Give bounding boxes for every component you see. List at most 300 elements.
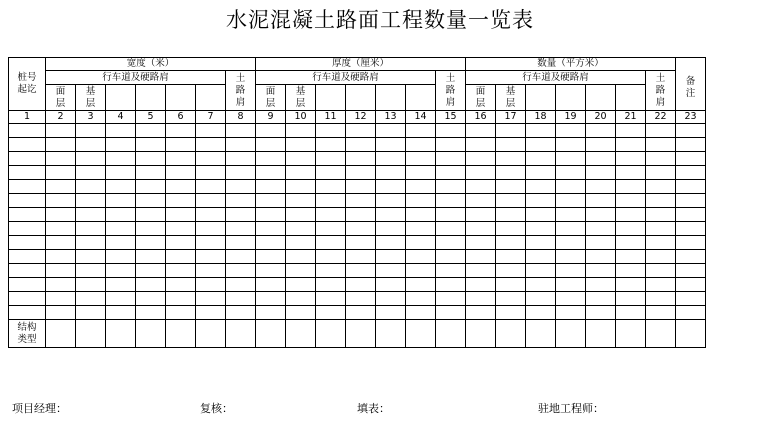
table-cell: [616, 306, 646, 320]
table-cell: [226, 264, 256, 278]
table-cell: [496, 194, 526, 208]
table-cell: [676, 166, 706, 180]
table-cell: [406, 180, 436, 194]
table-cell: [376, 264, 406, 278]
table-cell: [436, 236, 466, 250]
table-row: [9, 306, 706, 320]
table-cell: [166, 222, 196, 236]
table-cell: [406, 124, 436, 138]
table-cell: [406, 264, 436, 278]
table-cell: [106, 250, 136, 264]
table-cell: [316, 208, 346, 222]
table-cell: [406, 236, 436, 250]
blank-header-cell: [196, 85, 226, 111]
table-cell: [256, 124, 286, 138]
table-cell: [196, 166, 226, 180]
base-char1: 基: [85, 85, 96, 97]
table-cell: [586, 124, 616, 138]
structure-type-label: [9, 320, 46, 348]
table-cell: [526, 278, 556, 292]
table-cell: [286, 264, 316, 278]
column-number-cell: 4: [106, 111, 136, 124]
table-cell: [106, 222, 136, 236]
table-cell: [166, 320, 196, 348]
table-cell: [316, 194, 346, 208]
table-cell: [106, 208, 136, 222]
table-cell: [46, 124, 76, 138]
table-cell: [316, 138, 346, 152]
table-cell: [646, 152, 676, 166]
table-cell: [256, 278, 286, 292]
table-cell: [76, 306, 106, 320]
table-cell: [466, 236, 496, 250]
table-cell: [586, 138, 616, 152]
table-cell: [9, 208, 46, 222]
table-cell: [316, 306, 346, 320]
table-cell: [406, 278, 436, 292]
table-cell: [586, 250, 616, 264]
table-cell: [9, 250, 46, 264]
table-row: [9, 194, 706, 208]
table-cell: [346, 236, 376, 250]
table-cell: [256, 236, 286, 250]
table-cell: [256, 264, 286, 278]
table-cell: [616, 166, 646, 180]
table-cell: [616, 180, 646, 194]
table-row: [9, 138, 706, 152]
table-cell: [346, 152, 376, 166]
table-cell: [9, 292, 46, 306]
table-cell: [226, 222, 256, 236]
table-cell: [136, 152, 166, 166]
table-cell: [196, 152, 226, 166]
table-cell: [526, 166, 556, 180]
table-cell: [136, 320, 166, 348]
table-row: [9, 236, 706, 250]
width-earth-shoulder-header: [226, 71, 256, 111]
table-row: [9, 278, 706, 292]
table-cell: [676, 250, 706, 264]
column-number-cell: 18: [526, 111, 556, 124]
table-cell: [256, 292, 286, 306]
table-row: [9, 124, 706, 138]
earth-shoulder-char1: 土: [445, 72, 456, 84]
table-cell: [586, 264, 616, 278]
table-cell: [316, 320, 346, 348]
table-cell: [496, 292, 526, 306]
station-header: [9, 58, 46, 111]
table-cell: [676, 194, 706, 208]
thickness-lane-shoulder-header: 行车道及硬路肩: [256, 71, 436, 85]
table-cell: [526, 292, 556, 306]
table-cell: [466, 278, 496, 292]
table-cell: [436, 194, 466, 208]
surface-char2: 层: [265, 97, 276, 109]
column-number-cell: 16: [466, 111, 496, 124]
table-cell: [676, 292, 706, 306]
table-cell: [316, 292, 346, 306]
table-cell: [76, 250, 106, 264]
table-cell: [436, 124, 466, 138]
table-cell: [616, 138, 646, 152]
table-cell: [46, 250, 76, 264]
table-cell: [196, 180, 226, 194]
table-cell: [496, 124, 526, 138]
table-cell: [406, 208, 436, 222]
table-cell: [676, 180, 706, 194]
remarks-header: [676, 58, 706, 111]
remarks-header-line2: 注: [685, 88, 696, 99]
table-cell: [286, 320, 316, 348]
table-cell: [496, 208, 526, 222]
table-cell: [76, 194, 106, 208]
table-cell: [616, 194, 646, 208]
table-cell: [196, 278, 226, 292]
column-number-cell: 14: [406, 111, 436, 124]
quantity-lane-shoulder-header: 行车道及硬路肩: [466, 71, 646, 85]
structure-type-line2: 类型: [17, 333, 37, 345]
base-char2: 层: [85, 97, 96, 109]
earth-shoulder-char2: 路: [655, 84, 666, 96]
table-cell: [436, 264, 466, 278]
column-number-cell: 12: [346, 111, 376, 124]
blank-header-cell: [166, 85, 196, 111]
base-char2: 层: [505, 97, 516, 109]
table-cell: [136, 194, 166, 208]
table-cell: [376, 306, 406, 320]
table-cell: [526, 306, 556, 320]
table-cell: [286, 278, 316, 292]
table-cell: [676, 264, 706, 278]
table-cell: [376, 152, 406, 166]
table-cell: [346, 250, 376, 264]
surface-char1: 面: [475, 85, 486, 97]
table-cell: [616, 250, 646, 264]
table-cell: [436, 292, 466, 306]
table-cell: [136, 138, 166, 152]
table-cell: [496, 180, 526, 194]
table-cell: [46, 306, 76, 320]
table-cell: [9, 138, 46, 152]
table-cell: [226, 152, 256, 166]
table-cell: [256, 180, 286, 194]
table-cell: [346, 222, 376, 236]
column-number-cell: 8: [226, 111, 256, 124]
table-cell: [376, 250, 406, 264]
table-cell: [9, 124, 46, 138]
table-cell: [586, 166, 616, 180]
quantity-group-header: 数量（平方米）: [466, 58, 676, 71]
table-cell: [106, 236, 136, 250]
table-cell: [496, 320, 526, 348]
table-cell: [196, 264, 226, 278]
earth-shoulder-char3: 肩: [445, 96, 456, 108]
width-group-header: 宽度（米）: [46, 58, 256, 71]
table-cell: [646, 264, 676, 278]
blank-header-cell: [586, 85, 616, 111]
table-cell: [76, 292, 106, 306]
table-cell: [496, 264, 526, 278]
table-cell: [646, 292, 676, 306]
table-cell: [526, 264, 556, 278]
table-cell: [496, 236, 526, 250]
table-cell: [586, 320, 616, 348]
table-cell: [406, 292, 436, 306]
table-cell: [106, 152, 136, 166]
table-cell: [526, 236, 556, 250]
table-cell: [256, 152, 286, 166]
surface-char1: 面: [265, 85, 276, 97]
table-cell: [136, 166, 166, 180]
table-cell: [346, 264, 376, 278]
table-cell: [286, 222, 316, 236]
quantity-table: [8, 57, 706, 348]
table-cell: [106, 306, 136, 320]
table-cell: [76, 264, 106, 278]
table-cell: [9, 236, 46, 250]
table-cell: [556, 124, 586, 138]
table-cell: [646, 306, 676, 320]
table-cell: [466, 292, 496, 306]
table-cell: [436, 152, 466, 166]
table-cell: [106, 180, 136, 194]
table-cell: [136, 208, 166, 222]
table-cell: [316, 124, 346, 138]
column-number-row: [9, 111, 706, 124]
table-cell: [226, 306, 256, 320]
table-cell: [556, 236, 586, 250]
column-number-cell: 3: [76, 111, 106, 124]
table-cell: [556, 250, 586, 264]
quantity-earth-shoulder-header: [646, 71, 676, 111]
table-cell: [256, 194, 286, 208]
table-cell: [376, 208, 406, 222]
table-cell: [316, 250, 346, 264]
table-cell: [346, 138, 376, 152]
table-cell: [646, 320, 676, 348]
table-cell: [316, 264, 346, 278]
table-cell: [676, 138, 706, 152]
table-cell: [9, 180, 46, 194]
reviewer-label: 复核：: [200, 402, 233, 415]
table-cell: [46, 292, 76, 306]
table-cell: [496, 152, 526, 166]
table-cell: [136, 292, 166, 306]
table-cell: [616, 320, 646, 348]
column-number-cell: 19: [556, 111, 586, 124]
table-cell: [586, 180, 616, 194]
table-cell: [256, 138, 286, 152]
table-row: [9, 152, 706, 166]
quantity-surface-layer-header: [466, 85, 496, 111]
table-cell: [376, 222, 406, 236]
width-lane-shoulder-header: 行车道及硬路肩: [46, 71, 226, 85]
table-cell: [376, 278, 406, 292]
thickness-base-layer-header: [286, 85, 316, 111]
table-cell: [676, 152, 706, 166]
table-cell: [166, 124, 196, 138]
earth-shoulder-char1: 土: [655, 72, 666, 84]
table-cell: [76, 320, 106, 348]
table-cell: [346, 320, 376, 348]
table-row: [9, 222, 706, 236]
table-cell: [556, 208, 586, 222]
filler-label: 填表：: [357, 402, 390, 415]
table-cell: [76, 152, 106, 166]
table-cell: [646, 166, 676, 180]
table-cell: [196, 306, 226, 320]
table-cell: [166, 264, 196, 278]
column-number-cell: 15: [436, 111, 466, 124]
table-cell: [646, 194, 676, 208]
table-cell: [256, 250, 286, 264]
table-cell: [196, 222, 226, 236]
table-cell: [466, 152, 496, 166]
table-cell: [136, 278, 166, 292]
table-cell: [286, 236, 316, 250]
table-cell: [406, 138, 436, 152]
table-cell: [9, 278, 46, 292]
table-cell: [46, 264, 76, 278]
table-cell: [166, 152, 196, 166]
resident-engineer-label: 驻地工程师：: [538, 402, 604, 415]
table-cell: [616, 208, 646, 222]
table-cell: [9, 152, 46, 166]
earth-shoulder-char2: 路: [445, 84, 456, 96]
table-cell: [406, 166, 436, 180]
table-cell: [226, 166, 256, 180]
table-cell: [556, 166, 586, 180]
table-cell: [346, 292, 376, 306]
table-cell: [556, 264, 586, 278]
table-cell: [166, 194, 196, 208]
table-cell: [406, 320, 436, 348]
table-cell: [616, 292, 646, 306]
table-cell: [466, 222, 496, 236]
table-cell: [76, 180, 106, 194]
table-row: [9, 166, 706, 180]
station-header-line2: 起讫: [17, 84, 37, 95]
column-number-cell: 13: [376, 111, 406, 124]
table-cell: [316, 222, 346, 236]
table-cell: [256, 166, 286, 180]
table-cell: [526, 180, 556, 194]
column-number-cell: 7: [196, 111, 226, 124]
table-row: [9, 264, 706, 278]
table-cell: [676, 222, 706, 236]
table-cell: [646, 208, 676, 222]
column-number-cell: 10: [286, 111, 316, 124]
table-cell: [526, 250, 556, 264]
table-cell: [346, 166, 376, 180]
table-cell: [586, 236, 616, 250]
table-cell: [286, 292, 316, 306]
table-cell: [76, 124, 106, 138]
table-cell: [406, 250, 436, 264]
table-cell: [316, 152, 346, 166]
column-number-cell: 22: [646, 111, 676, 124]
remarks-header-line1: 备: [685, 76, 696, 87]
table-row: [9, 180, 706, 194]
table-cell: [256, 306, 286, 320]
table-cell: [316, 180, 346, 194]
table-cell: [136, 222, 166, 236]
table-cell: [226, 236, 256, 250]
table-cell: [526, 124, 556, 138]
table-cell: [226, 124, 256, 138]
table-cell: [256, 320, 286, 348]
table-cell: [76, 138, 106, 152]
table-cell: [646, 222, 676, 236]
table-cell: [46, 320, 76, 348]
table-cell: [166, 292, 196, 306]
table-cell: [166, 250, 196, 264]
blank-header-cell: [616, 85, 646, 111]
table-cell: [46, 152, 76, 166]
base-char2: 层: [295, 97, 306, 109]
earth-shoulder-char2: 路: [235, 84, 246, 96]
table-cell: [196, 138, 226, 152]
table-cell: [616, 236, 646, 250]
table-cell: [346, 278, 376, 292]
table-cell: [346, 180, 376, 194]
earth-shoulder-char1: 土: [235, 72, 246, 84]
table-cell: [9, 306, 46, 320]
table-cell: [496, 250, 526, 264]
structure-type-row: [9, 320, 706, 348]
table-cell: [346, 194, 376, 208]
table-cell: [286, 138, 316, 152]
table-cell: [466, 250, 496, 264]
table-cell: [646, 180, 676, 194]
table-row: [9, 250, 706, 264]
table-cell: [406, 152, 436, 166]
table-cell: [466, 124, 496, 138]
table-cell: [46, 222, 76, 236]
table-cell: [436, 320, 466, 348]
table-cell: [226, 250, 256, 264]
table-cell: [466, 138, 496, 152]
table-cell: [586, 194, 616, 208]
table-cell: [436, 306, 466, 320]
table-cell: [136, 124, 166, 138]
table-cell: [676, 278, 706, 292]
table-cell: [556, 180, 586, 194]
table-cell: [616, 264, 646, 278]
table-cell: [376, 194, 406, 208]
column-number-cell: 17: [496, 111, 526, 124]
column-number-cell: 5: [136, 111, 166, 124]
surface-char2: 层: [55, 97, 66, 109]
table-cell: [526, 152, 556, 166]
table-cell: [166, 236, 196, 250]
table-cell: [286, 124, 316, 138]
table-cell: [166, 138, 196, 152]
table-cell: [466, 208, 496, 222]
table-cell: [196, 320, 226, 348]
table-cell: [556, 222, 586, 236]
table-cell: [466, 264, 496, 278]
table-cell: [226, 278, 256, 292]
table-cell: [316, 278, 346, 292]
table-cell: [136, 236, 166, 250]
column-number-cell: 21: [616, 111, 646, 124]
table-cell: [376, 166, 406, 180]
table-cell: [526, 138, 556, 152]
column-number-cell: 9: [256, 111, 286, 124]
table-cell: [286, 152, 316, 166]
table-cell: [76, 278, 106, 292]
